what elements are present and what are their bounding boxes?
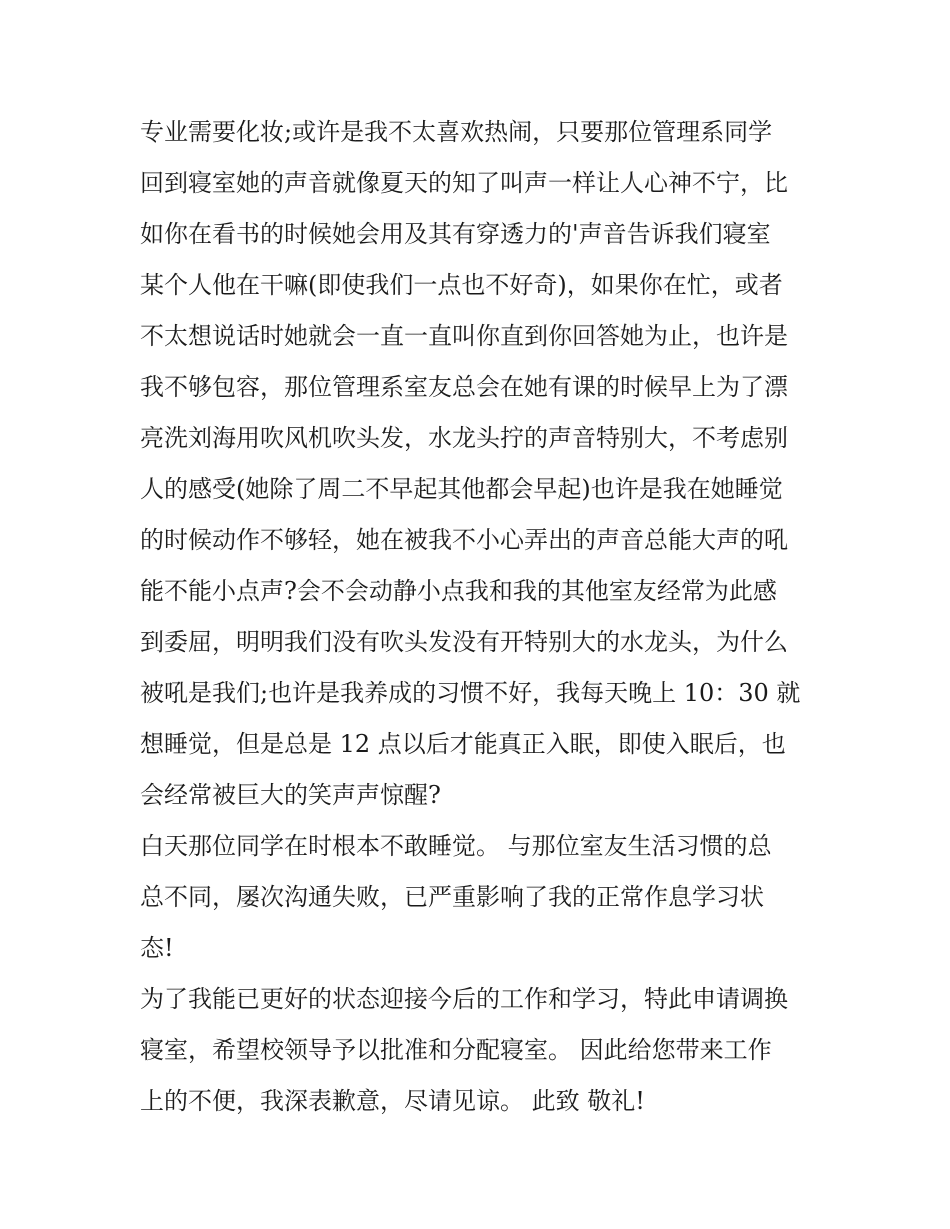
text-line-19: 寝室，希望校领导予以批准和分配寝室。 因此给您带来工作 <box>140 1036 772 1064</box>
text-line-14: 会经常被巨大的笑声声惊醒? <box>140 781 441 809</box>
text-line-17: 态! <box>140 934 174 962</box>
text-line-10: 能不能小点声?会不会动静小点我和我的其他室友经常为此感 <box>140 577 777 605</box>
text-line-3: 如你在看书的时候她会用及其有穿透力的'声音告诉我们寝室 <box>140 220 771 248</box>
text-line-9: 的时候动作不够轻，她在被我不小心弄出的声音总能大声的吼 <box>140 526 788 554</box>
text-line-20: 上的不便，我深表歉意，尽请见谅。 此致 敬礼! <box>140 1087 645 1115</box>
text-line-6: 我不够包容，那位管理系室友总会在她有课的时候早上为了漂 <box>140 373 788 401</box>
letter-body <box>140 107 830 1127</box>
text-line-16: 总不同，屡次沟通失败，已严重影响了我的正常作息学习状 <box>140 883 764 911</box>
text-line-11: 到委屈，明明我们没有吹头发没有开特别大的水龙头，为什么 <box>140 628 788 656</box>
text-line-2: 回到寝室她的声音就像夏天的知了叫声一样让人心神不宁，比 <box>140 169 788 197</box>
text-line-7: 亮洗刘海用吹风机吹头发，水龙头拧的声音特别大，不考虑别 <box>140 424 788 452</box>
text-line-18: 为了我能已更好的状态迎接今后的工作和学习，特此申请调换 <box>140 985 788 1013</box>
text-line-12: 被吼是我们;也许是我养成的习惯不好，我每天晚上 10：30 就 <box>140 679 801 707</box>
text-line-5: 不太想说话时她就会一直一直叫你直到你回答她为止，也许是 <box>140 322 788 350</box>
text-line-4: 某个人他在干嘛(即使我们一点也不好奇)，如果你在忙，或者 <box>140 271 783 299</box>
text-line-15: 白天那位同学在时根本不敢睡觉。 与那位室友生活习惯的总 <box>140 832 772 860</box>
text-line-1: 专业需要化妆;或许是我不太喜欢热闹，只要那位管理系同学 <box>140 118 773 146</box>
text-line-13: 想睡觉，但是总是 12 点以后才能真正入眠，即使入眠后，也 <box>140 730 786 758</box>
text-line-8: 人的感受(她除了周二不早起其他都会早起)也许是我在她睡觉 <box>140 475 783 503</box>
